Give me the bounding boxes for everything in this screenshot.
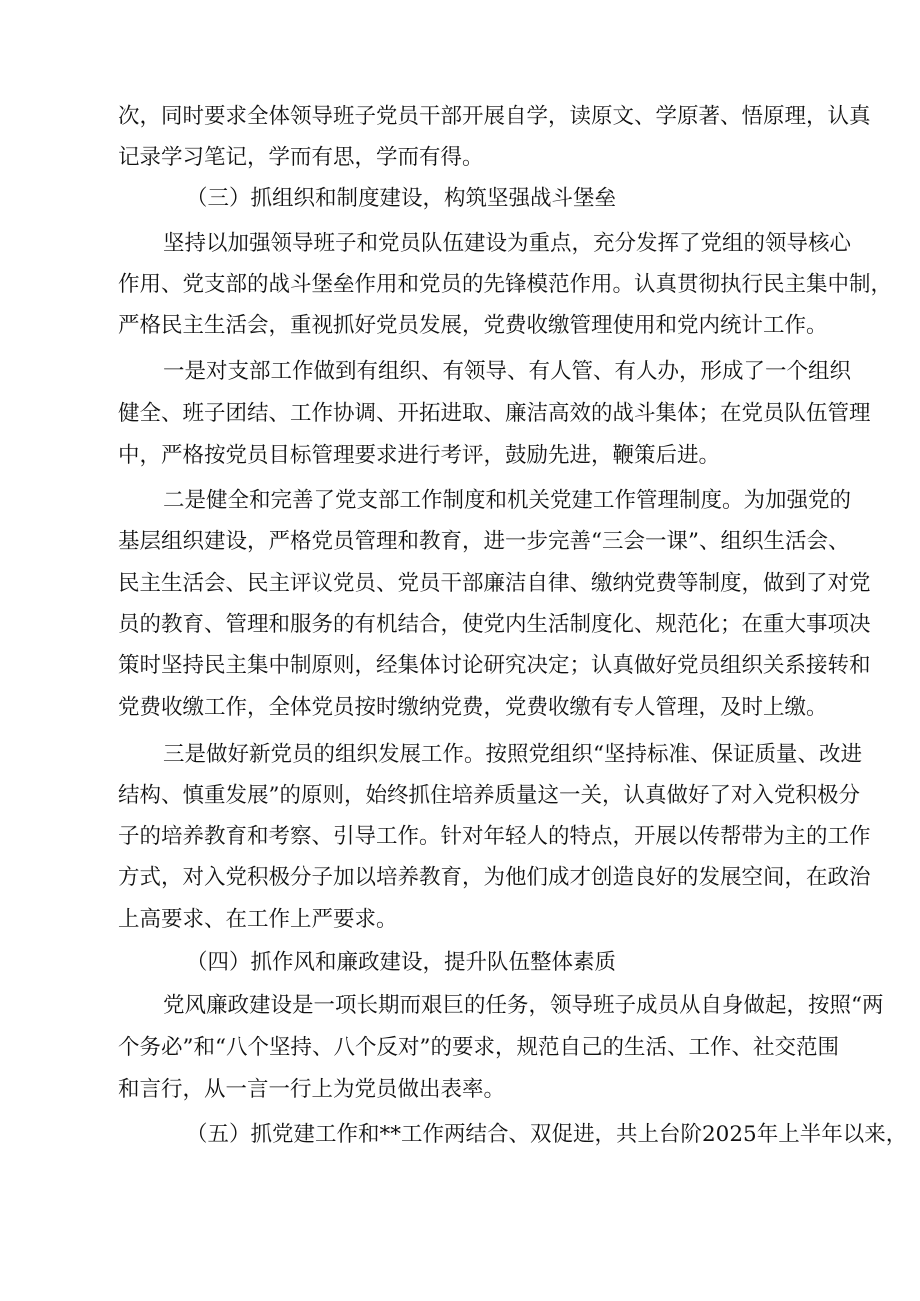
text-line: 方式，对入党积极分子加以培养教育，为他们成才创造良好的发展空间，在政治 — [118, 865, 871, 890]
text-line: 作用、党支部的战斗堡垒作用和党员的先锋模范作用。认真贯彻执行民主集中制， — [118, 272, 893, 297]
text-line: 个务必”和“八个坚持、八个反对”的要求，规范自己的生活、工作、社交范围 — [118, 1035, 839, 1060]
text-line: 基层组织建设，严格党员管理和教育，进一步完善“三会一课”、组织生活会、 — [118, 529, 850, 554]
text-line: 结构、慎重发展”的原则，始终抓住培养质量这一关，认真做好了对入党积极分 — [118, 783, 860, 808]
text-line: 次，同时要求全体领导班子党员干部开展自学，读原文、学原著、悟原理，认真 — [118, 104, 871, 129]
text-line: 和言行，从一言一行上为党员做出表率。 — [118, 1077, 506, 1102]
section-heading: （三）抓组织和制度建设，构筑坚强战斗堡垒 — [186, 186, 617, 211]
text-line: 中，严格按党员目标管理要求进行考评，鼓励先进，鞭策后进。 — [118, 443, 721, 468]
text-line: 党费收缴工作，全体党员按时缴纳党费，党费收缴有专人管理，及时上缴。 — [118, 695, 828, 720]
text-line: 上高要求、在工作上严要求。 — [118, 907, 398, 932]
text-line: 健全、班子团结、工作协调、开拓进取、廉洁高效的战斗集体；在党员队伍管理 — [118, 401, 871, 426]
section-heading: （四）抓作风和廉政建设，提升队伍整体素质 — [186, 950, 617, 975]
text-line: 严格民主生活会，重视抓好党员发展，党费收缴管理使用和党内统计工作。 — [118, 313, 828, 338]
text-line: 记录学习笔记，学而有思，学而有得。 — [118, 145, 484, 170]
section-heading: （五）抓党建工作和**工作两结合、双促进，共上台阶2025年上半年以来， — [186, 1122, 908, 1147]
paragraph-first-line: 三是做好新党员的组织发展工作。按照党组织“坚持标准、保证质量、改进 — [163, 742, 862, 767]
paragraph-first-line: 二是健全和完善了党支部工作制度和机关党建工作管理制度。为加强党的 — [163, 488, 852, 513]
text-line: 子的培养教育和考察、引导工作。针对年轻人的特点，开展以传帮带为主的工作 — [118, 824, 871, 849]
paragraph-first-line: 坚持以加强领导班子和党员队伍建设为重点，充分发挥了党组的领导核心 — [163, 231, 852, 256]
paragraph-first-line: 党风廉政建设是一项长期而艰巨的任务，领导班子成员从自身做起，按照“两 — [163, 993, 884, 1018]
paragraph-first-line: 一是对支部工作做到有组织、有领导、有人管、有人办，形成了一个组织 — [163, 359, 852, 384]
text-line: 民主生活会、民主评议党员、党员干部廉洁自律、缴纳党费等制度，做到了对党 — [118, 571, 871, 596]
text-line: 策时坚持民主集中制原则，经集体讨论研究决定；认真做好党员组织关系接转和 — [118, 653, 871, 678]
text-line: 员的教育、管理和服务的有机结合，使党内生活制度化、规范化；在重大事项决 — [118, 612, 871, 637]
